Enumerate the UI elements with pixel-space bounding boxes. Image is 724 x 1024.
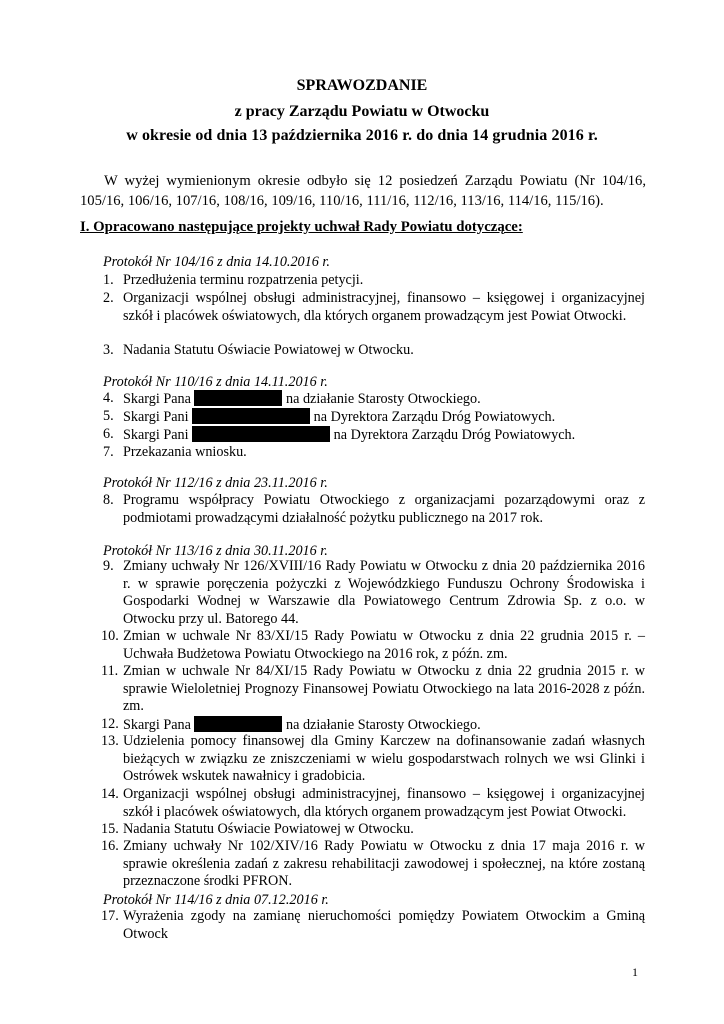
item-number: 5. [103, 408, 114, 424]
item-text: Nadania Statutu Oświacie Powiatowej w Otwocku. [123, 821, 414, 837]
item-number: 9. [103, 558, 114, 574]
item-text: Przekazania wniosku. [123, 444, 247, 460]
item-text: Organizacji wspólnej obsługi administracyjnej, finansowo – księgowej i organizacyjnej szkół i placówek oświatowych, dla których organem prowadzącym jest Powiat Otwocki. [123, 290, 645, 324]
protocol-heading: Protokół Nr 114/16 z dnia 07.12.2016 r. [103, 892, 329, 908]
item-number: 6. [103, 426, 114, 442]
item-text: Skargi Pani [123, 409, 189, 425]
item-number: 13. [101, 733, 119, 749]
item-text: Zmian w uchwale Nr 84/XI/15 Rady Powiatu w Otwocku z dnia 22 grudnia 2015 r. w sprawie Wieloletniej Prognozy Finansowej Powiatu Otwockiego na lata 2016-2028 z późn. zm. [123, 663, 645, 715]
section-heading: I. Opracowano następujące projekty uchwał Rady Powiatu dotyczące: [80, 219, 523, 235]
item-text: Skargi Pana [123, 717, 191, 733]
item-number: 14. [101, 786, 119, 802]
redacted-name [194, 716, 282, 732]
item-number: 3. [103, 342, 114, 358]
protocol-heading: Protokół Nr 104/16 z dnia 14.10.2016 r. [103, 254, 330, 270]
item-number: 4. [103, 390, 114, 406]
redacted-name [192, 408, 310, 424]
item-text: na działanie Starosty Otwockiego. [286, 391, 481, 407]
document-subtitle: z pracy Zarządu Powiatu w Otwocku [234, 103, 490, 120]
item-text: Organizacji wspólnej obsługi administracyjnej, finansowo – księgowej i organizacyjnej szkół i placówek oświatowych, dla których organem prowadzącym jest Powiat Otwocki. [123, 786, 645, 820]
intro-paragraph: W wyżej wymienionym okresie odbyło się 12 posiedzeń Zarządu Powiatu (Nr 104/16, 105/16, 106/16, 107/16, 108/16, 109/16, 110/16, 111/16, 112/16, 113/16, 114/16, 115/16). [80, 173, 646, 209]
item-text: Nadania Statutu Oświacie Powiatowej w Otwocku. [123, 342, 414, 358]
item-text: Skargi Pani [123, 427, 189, 443]
item-number: 7. [103, 444, 114, 460]
item-number: 11. [101, 663, 119, 679]
item-number: 2. [103, 290, 114, 306]
document-title: SPRAWOZDANIE [296, 77, 428, 94]
document-period: w okresie od dnia 13 października 2016 r. do dnia 14 grudnia 2016 r. [126, 127, 598, 144]
item-text: Udzielenia pomocy finansowej dla Gminy Karczew na dofinansowanie zadań własnych bieżących w związku ze zniszczeniami w wielu gospodarstwach rolnych we wsi Glinki i Ostrówek wskutek nawałnicy i gradobicia. [123, 733, 645, 785]
item-number: 17. [101, 908, 119, 924]
item-number: 15. [101, 821, 119, 837]
item-text: Zmiany uchwały Nr 126/XVIII/16 Rady Powiatu w Otwocku z dnia 20 października 2016 r. w sprawie poręczenia pożyczki z Wojewódzkiego Funduszu Ochrony Środowiska i Gospodarki Wodnej w Warszawie dla Powiatowego Centrum Zdrowia Sp. z o.o. w Otwocku przy ul. Batorego 44. [123, 558, 645, 627]
item-number: 8. [103, 492, 114, 508]
item-text: na działanie Starosty Otwockiego. [286, 717, 481, 733]
item-text: Zmiany uchwały Nr 102/XIV/16 Rady Powiatu w Otwocku z dnia 17 maja 2016 r. w sprawie określenia zadań z zakresu rehabilitacji zawodowej i społecznej, na które zostaną przeznaczone środki PFRON. [123, 838, 645, 890]
item-number: 16. [101, 838, 119, 854]
redacted-name [192, 426, 330, 442]
item-number: 1. [103, 272, 114, 288]
item-text: Programu współpracy Powiatu Otwockiego z organizacjami pozarządowymi oraz z podmiotami prowadzącymi działalność pożytku publicznego na 2017 rok. [123, 492, 645, 526]
item-text: Wyrażenia zgody na zamianę nieruchomości pomiędzy Powiatem Otwockim a Gminą Otwock [123, 908, 645, 942]
item-text: na Dyrektora Zarządu Dróg Powiatowych. [313, 409, 556, 425]
item-text: Zmian w uchwale Nr 83/XI/15 Rady Powiatu w Otwocku z dnia 22 grudnia 2015 r. – Uchwała Budżetowa Powiatu Otwockiego na 2016 rok, z późn. zm. [123, 628, 645, 662]
page-number: 1 [632, 965, 638, 979]
item-text: Przedłużenia terminu rozpatrzenia petycji. [123, 272, 364, 288]
item-text: na Dyrektora Zarządu Dróg Powiatowych. [333, 427, 576, 443]
protocol-heading: Protokół Nr 113/16 z dnia 30.11.2016 r. [103, 543, 328, 559]
item-number: 10. [101, 628, 119, 644]
item-text: Skargi Pana [123, 391, 191, 407]
protocol-heading: Protokół Nr 112/16 z dnia 23.11.2016 r. [103, 475, 328, 491]
protocol-heading: Protokół Nr 110/16 z dnia 14.11.2016 r. [103, 374, 328, 390]
item-number: 12. [101, 716, 119, 732]
redacted-name [194, 390, 282, 406]
